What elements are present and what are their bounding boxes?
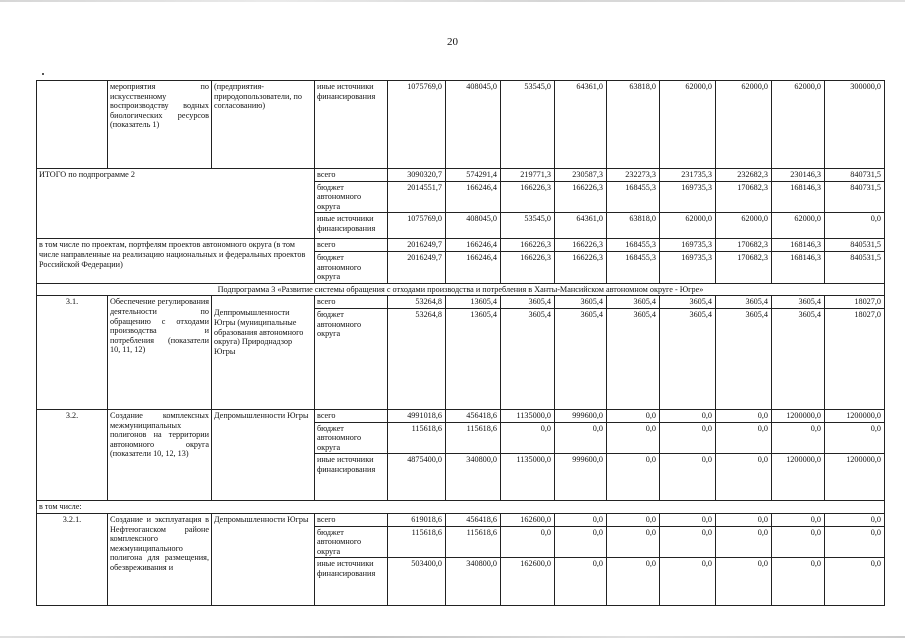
value-cell: 4875400,0 [388,454,446,501]
value-cell: 1135000,0 [501,409,555,422]
value-cell: 0,0 [825,526,885,558]
source-cell: всего [315,296,388,309]
source-cell: бюджет автономного округа [315,308,388,409]
value-cell: 0,0 [825,513,885,526]
subprogram3-title: Подпрограмма 3 «Развитие системы обращения с отходами производства и потребления в Ханты-Мансийском автономном округе - Югре» [37,283,885,296]
value-cell: 62000,0 [716,213,772,239]
activity-name: Создание и эксплуатация в Нефтеюганском районе комплексного межмуниципального полигона для размещения, обезвреживания и [108,513,212,605]
value-cell: 0,0 [660,558,716,606]
value-cell: 0,0 [501,422,555,454]
value-cell: 1200000,0 [825,409,885,422]
value-cell: 0,0 [825,422,885,454]
subprogram-header-row [37,283,885,296]
scan-edge-bottom [0,636,905,638]
value-cell: 0,0 [716,558,772,606]
value-cell: 230146,3 [772,169,825,182]
executor: Депромышленности Югры [212,513,315,605]
value-cell: 166226,3 [555,239,607,252]
value-cell: 456418,6 [446,513,501,526]
value-cell: 0,0 [607,558,660,606]
value-cell: 166226,3 [501,239,555,252]
value-cell: 166226,3 [555,251,607,283]
value-cell: 408045,0 [446,81,501,169]
page-number: 20 [447,36,458,48]
value-cell: 53545,0 [501,213,555,239]
value-cell: 3605,4 [501,308,555,409]
source-cell: всего [315,513,388,526]
value-cell: 169735,3 [660,181,716,213]
value-cell: 1075769,0 [388,213,446,239]
value-cell: 168146,3 [772,239,825,252]
value-cell: 0,0 [716,513,772,526]
value-cell: 3605,4 [607,308,660,409]
value-cell: 0,0 [607,409,660,422]
value-cell: 1135000,0 [501,454,555,501]
value-cell: 63818,0 [607,81,660,169]
value-cell: 0,0 [772,422,825,454]
value-cell: 166226,3 [501,181,555,213]
value-cell: 4991018,6 [388,409,446,422]
value-cell: 115618,6 [446,422,501,454]
value-cell: 408045,0 [446,213,501,239]
itogo-label: ИТОГО по подпрограмме 2 [37,169,315,239]
executor: Депромышленности Югры [212,409,315,500]
value-cell: 64361,0 [555,81,607,169]
value-cell: 13605,4 [446,308,501,409]
value-cell: 3605,4 [660,296,716,309]
value-cell: 62000,0 [716,81,772,169]
value-cell: 168146,3 [772,181,825,213]
projects-label: в том числе по проектам, портфелям проектов автономного округа (в том числе направленные на реализацию национальных и федеральных проектов Российской Федерации) [37,239,315,283]
value-cell: 3605,4 [716,296,772,309]
value-cell: 162600,0 [501,513,555,526]
value-cell: 115618,6 [388,526,446,558]
value-cell: 115618,6 [388,422,446,454]
value-cell: 115618,6 [446,526,501,558]
value-cell: 456418,6 [446,409,501,422]
executor-cell: (предприятия-природопользователи, по согласованию) [212,81,315,169]
value-cell: 62000,0 [772,213,825,239]
value-cell: 0,0 [660,454,716,501]
activity-row [37,409,885,422]
source-cell: иные источники финансирования [315,558,388,606]
value-cell: 168146,3 [772,251,825,283]
value-cell: 232273,3 [607,169,660,182]
value-cell: 0,0 [555,513,607,526]
value-cell: 13605,4 [446,296,501,309]
value-cell: 62000,0 [660,213,716,239]
executor: Деппромышленности Югры (муниципальные образования автономного округа) Природнадзор Югры [212,296,315,410]
source-cell: всего [315,409,388,422]
value-cell: 64361,0 [555,213,607,239]
value-cell: 53264,8 [388,308,446,409]
value-cell: 0,0 [660,409,716,422]
value-cell: 3090320,7 [388,169,446,182]
value-cell: 840531,5 [825,239,885,252]
value-cell: 1075769,0 [388,81,446,169]
value-cell: 0,0 [501,526,555,558]
value-cell: 166246,4 [446,181,501,213]
value-cell: 0,0 [660,422,716,454]
value-cell: 0,0 [555,422,607,454]
activity-name: Создание комплексных межмуниципальных полигонов на территории автономного округа (показатели 10, 12, 13) [108,409,212,500]
value-cell: 166226,3 [555,181,607,213]
value-cell: 0,0 [607,513,660,526]
scan-edge-top [0,0,905,2]
activity-row [37,296,885,309]
value-cell: 231735,3 [660,169,716,182]
value-cell: 3605,4 [660,308,716,409]
value-cell: 166246,4 [446,239,501,252]
activity-name: Обеспечение регулирования деятельности по обращению с отходами производства и потребления (показатели 10, 11, 12) [108,296,212,410]
value-cell: 232682,3 [716,169,772,182]
value-cell: 3605,4 [555,296,607,309]
value-cell: 2016249,7 [388,251,446,283]
value-cell: 3605,4 [716,308,772,409]
subtotal-label-row [37,501,885,514]
value-cell: 999600,0 [555,454,607,501]
itogo-row [37,169,885,182]
value-cell: 340800,0 [446,454,501,501]
value-cell: 166246,4 [446,251,501,283]
projects-row [37,239,885,252]
value-cell: 0,0 [555,558,607,606]
value-cell: 219771,3 [501,169,555,182]
value-cell: 0,0 [772,526,825,558]
value-cell: 18027,0 [825,296,885,309]
value-cell: 53264,8 [388,296,446,309]
value-cell: 2016249,7 [388,239,446,252]
value-cell: 168455,3 [607,239,660,252]
value-cell: 170682,3 [716,239,772,252]
value-cell: 3605,4 [772,308,825,409]
row-number: 3.2. [37,409,108,500]
value-cell: 3605,4 [555,308,607,409]
value-cell: 62000,0 [660,81,716,169]
value-cell: 0,0 [555,526,607,558]
activity-row [37,513,885,526]
value-cell: 840731,5 [825,169,885,182]
value-cell: 53545,0 [501,81,555,169]
value-cell: 0,0 [716,526,772,558]
value-cell: 0,0 [716,454,772,501]
value-cell: 0,0 [825,213,885,239]
activity-name-cell: мероприятия по искусственному воспроизводству водных биологических ресурсов (показатель 1) [108,81,212,169]
value-cell: 300000,0 [825,81,885,169]
value-cell: 0,0 [772,513,825,526]
value-cell: 169735,3 [660,239,716,252]
value-cell: 166226,3 [501,251,555,283]
value-cell: 169735,3 [660,251,716,283]
value-cell: 0,0 [772,558,825,606]
source-cell: бюджет автономного округа [315,526,388,558]
row-number-cell [37,81,108,169]
value-cell: 574291,4 [446,169,501,182]
value-cell: 3605,4 [501,296,555,309]
value-cell: 2014551,7 [388,181,446,213]
source-cell: иные источники финансирования [315,81,388,169]
value-cell: 62000,0 [772,81,825,169]
value-cell: 63818,0 [607,213,660,239]
value-cell: 3605,4 [772,296,825,309]
value-cell: 0,0 [660,513,716,526]
value-cell: 0,0 [660,526,716,558]
value-cell: 619018,6 [388,513,446,526]
row-number: 3.2.1. [37,513,108,605]
row-number: 3.1. [37,296,108,410]
value-cell: 3605,4 [607,296,660,309]
value-cell: 840531,5 [825,251,885,283]
scan-dot [42,73,44,75]
value-cell: 230587,3 [555,169,607,182]
value-cell: 170682,3 [716,181,772,213]
source-cell: бюджет автономного округа [315,181,388,213]
value-cell: 0,0 [716,409,772,422]
budget-table [36,80,885,606]
value-cell: 503400,0 [388,558,446,606]
value-cell: 0,0 [716,422,772,454]
value-cell: 999600,0 [555,409,607,422]
value-cell: 1200000,0 [825,454,885,501]
value-cell: 0,0 [607,422,660,454]
value-cell: 18027,0 [825,308,885,409]
source-cell: всего [315,169,388,182]
value-cell: 0,0 [607,526,660,558]
value-cell: 162600,0 [501,558,555,606]
value-cell: 0,0 [607,454,660,501]
value-cell: 0,0 [825,558,885,606]
value-cell: 1200000,0 [772,454,825,501]
value-cell: 168455,3 [607,181,660,213]
value-cell: 840731,5 [825,181,885,213]
source-cell: бюджет автономного округа [315,251,388,283]
source-cell: иные источники финансирования [315,213,388,239]
source-cell: бюджет автономного округа [315,422,388,454]
source-cell: всего [315,239,388,252]
value-cell: 168455,3 [607,251,660,283]
value-cell: 1200000,0 [772,409,825,422]
vtom-label: в том числе: [37,501,885,514]
value-cell: 170682,3 [716,251,772,283]
continued-row [37,81,885,169]
value-cell: 340800,0 [446,558,501,606]
source-cell: иные источники финансирования [315,454,388,501]
